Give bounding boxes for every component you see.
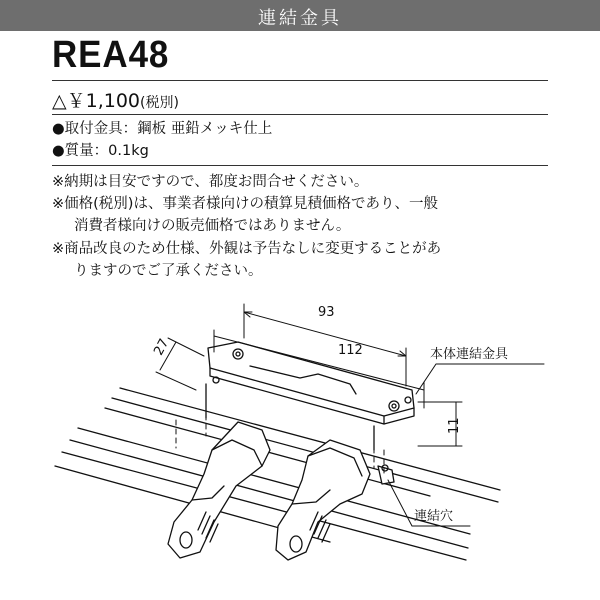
price-value: △￥1,100	[52, 90, 141, 112]
label-body-bracket: 本体連結金具	[430, 347, 509, 362]
note-improvement-cont: りますのでご了承ください。	[74, 262, 263, 279]
dim-27-label: 27	[151, 336, 173, 359]
model-number: REA48	[52, 34, 170, 76]
note-price-cont: 消費者様向けの販売価格ではありません。	[74, 218, 351, 235]
notes	[52, 171, 552, 282]
header-title: 連結金具	[258, 8, 342, 29]
leader-body-bracket	[416, 364, 544, 394]
dim-112-label: 112	[338, 343, 363, 358]
divider-top	[52, 80, 548, 81]
note-price: ※価格(税別)は、事業者様向けの積算見積価格であり、一般	[52, 196, 438, 213]
divider-price	[52, 114, 548, 115]
price-tax-note: (税別)	[140, 95, 179, 111]
spec-weight: ●質量：0.1kg	[52, 143, 149, 159]
spec-material: ●取付金具：鋼板 亜鉛メッキ仕上	[52, 121, 273, 137]
dim-11-label: 11	[447, 417, 462, 434]
label-hole: 連結穴	[414, 509, 454, 524]
price	[52, 86, 179, 113]
divider-specs	[52, 165, 548, 166]
note-improvement: ※商品改良のため仕様、外観は予告なしに変更することがあ	[52, 240, 442, 257]
right-clamp	[276, 440, 394, 560]
note-delivery: ※納期は目安ですので、都度お問合せください。	[52, 174, 369, 190]
dim-93-label: 93	[318, 305, 335, 320]
connector-diagram	[0, 290, 600, 600]
